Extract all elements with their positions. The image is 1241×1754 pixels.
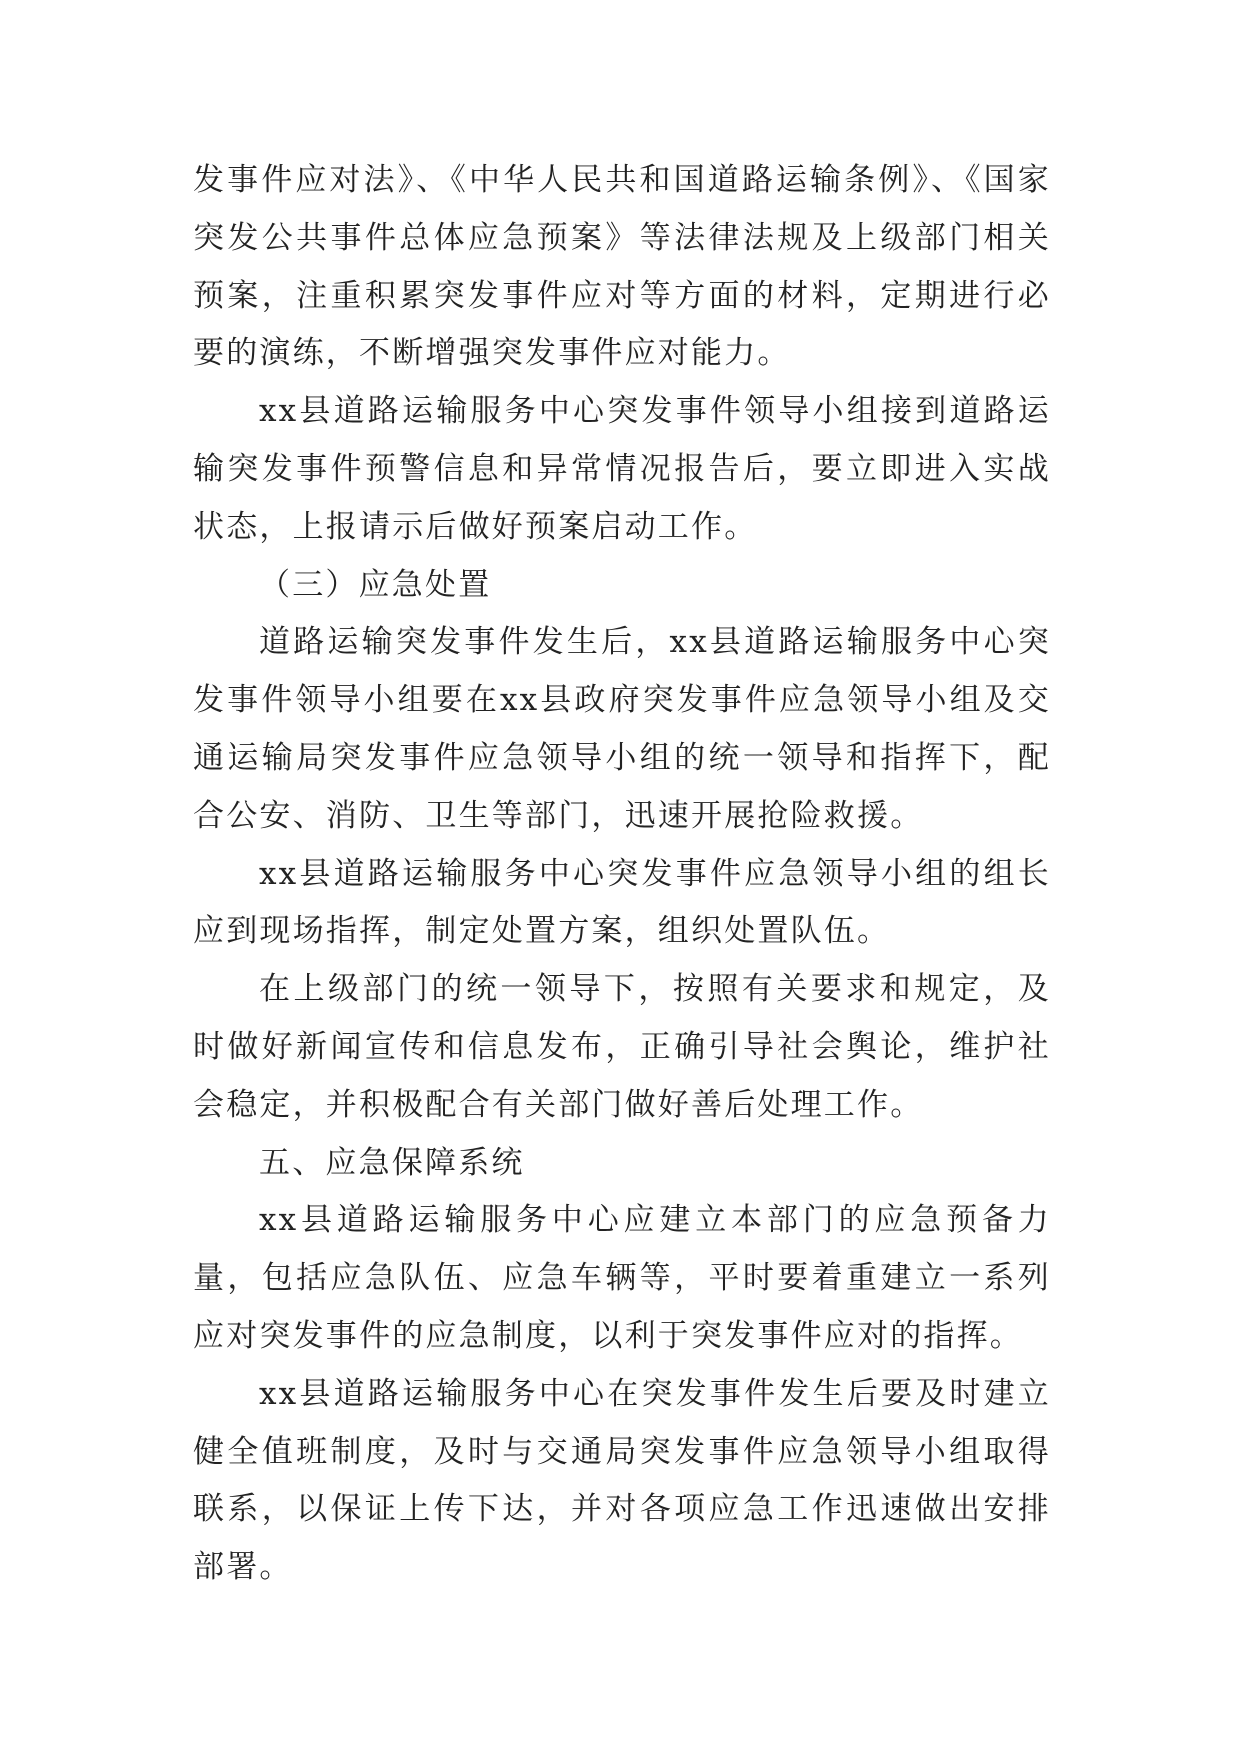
- paragraph-public-information: 在上级部门的统一领导下，按照有关要求和规定，及时做好新闻宣传和信息发布，正确引导社会舆论，维护社会稳定，并积极配合有关部门做好善后处理工作。: [193, 971, 1051, 1123]
- document-body: [193, 152, 1051, 1597]
- section-heading-support-system: 五、应急保障系统: [259, 1144, 525, 1181]
- paragraph-legal-basis: 发事件应对法》、《中华人民共和国道路运输条例》、《国家突发公共事件总体应急预案》等法律法规及上级部门相关预案，注重积累突发事件应对等方面的材料，定期进行必要的演练，不断增强突发事件应对能力。: [193, 162, 1051, 372]
- paragraph-reserve-forces: xx县道路运输服务中心应建立本部门的应急预备力量，包括应急队伍、应急车辆等，平时要着重建立一系列应对突发事件的应急制度，以利于突发事件应对的指挥。: [193, 1202, 1051, 1354]
- section-heading-emergency-handling: （三）应急处置: [259, 566, 492, 603]
- paragraph-duty-system: xx县道路运输服务中心在突发事件发生后要及时建立健全值班制度，及时与交通局突发事件应急领导小组取得联系，以保证上传下达，并对各项应急工作迅速做出安排部署。: [193, 1375, 1051, 1586]
- paragraph-warning-response: xx县道路运输服务中心突发事件领导小组接到道路运输突发事件预警信息和异常情况报告后，要立即进入实战状态，上报请示后做好预案启动工作。: [193, 393, 1051, 545]
- paragraph-rescue-coordination: 道路运输突发事件发生后，xx县道路运输服务中心突发事件领导小组要在xx县政府突发事件应急领导小组及交通运输局突发事件应急领导小组的统一领导和指挥下，配合公安、消防、卫生等部门，迅速开展抢险救援。: [193, 624, 1051, 834]
- paragraph-on-site-command: xx县道路运输服务中心突发事件应急领导小组的组长应到现场指挥，制定处置方案，组织处置队伍。: [193, 855, 1051, 950]
